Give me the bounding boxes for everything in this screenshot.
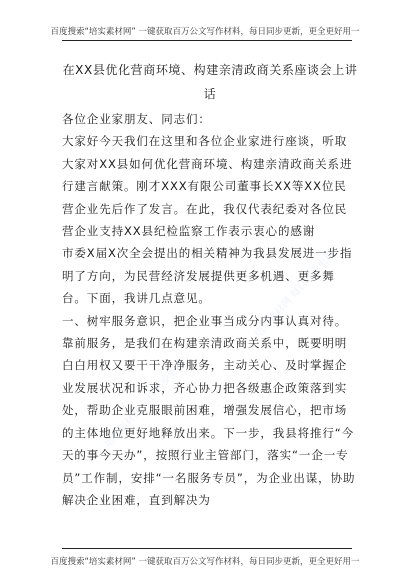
salutation: 各位企业家朋友、同志们： xyxy=(62,112,211,126)
watermark-text: 培实素材网 每日同步更新 xyxy=(252,248,337,341)
header-divider xyxy=(62,40,352,41)
page-header: 百度搜索“培实素材网” 一键获取百万公文写作材料，每日同步更新，更全更好用一 xyxy=(50,27,360,37)
document-title: 在XX县优化营商环境、构建亲清政商关系座谈会上讲话 xyxy=(62,63,358,101)
paragraph: 一、树牢服务意识，把企业事当成分内事认真对待。靠前服务，是我们在构建亲清政商关系中，既要明明白白用权又要干干净净服务，主动关心、及时掌握企业发展状况和诉求，齐心协力把各级惠企政策落到实处，帮助企业克服眼前困难，增强发展信心，把市场的主体地位更好地释放出来。下一步，我县将推行“今天的事今天办”，按照行业主管部门，落实“一企一专员”工作制，安排“一名服务专员”，为企业出谋，协助解决企业困难，直到解决为 xyxy=(62,313,356,507)
paragraph: 大家好今天我们在这里和各位企业家进行座谈，听取大家对XX县如何优化营商环境、构建亲清政商关系进行建言献策。刚才XXX有限公司董事长XX等XX位民营企业先后作了发言。在此，我仅代表纪委对各位民营企业支持XX县纪检监察工作表示衷心的感谢 xyxy=(62,134,353,239)
page-footer: 百度搜索“培实素材网” 一键获取百万公文写作材料，每日同步更新，更全更好用一 xyxy=(50,557,360,567)
watermark-text: 培实素材网 每日同步更新 xyxy=(102,358,187,451)
document-body xyxy=(62,108,356,511)
paragraph: 市委X届X次全会提出的相关精神为我县发展进一步指明了方向，为民营经济发展提供更多机遇、更多舞台。下面，我讲几点意见。 xyxy=(62,246,353,306)
footer-divider xyxy=(62,548,352,549)
